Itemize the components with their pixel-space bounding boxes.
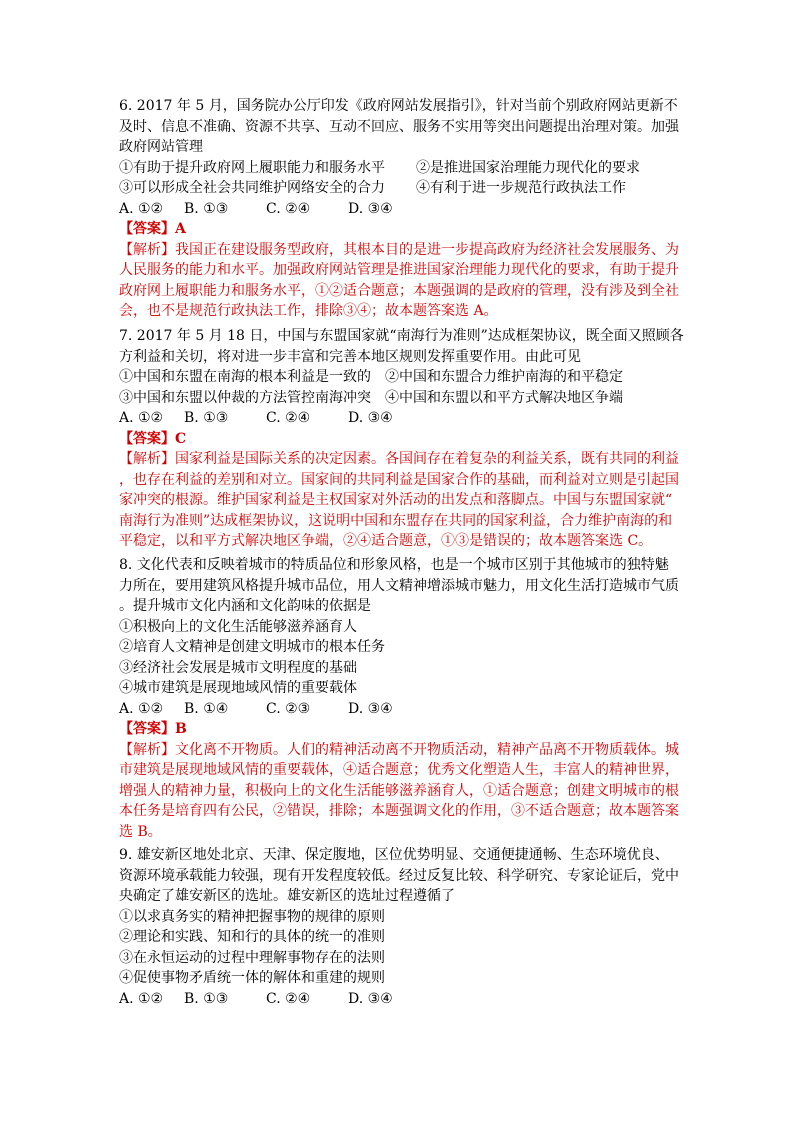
option-b: B. ①③: [184, 410, 229, 426]
question-stem-line: 央确定了雄安新区的选址。雄安新区的选址过程遵循了: [119, 888, 455, 904]
option-d: D. ③④: [348, 700, 393, 717]
option-b: B. ①③: [184, 990, 229, 1007]
question-6: [119, 96, 679, 322]
statement: ②是推进国家治理能力现代化的要求: [416, 159, 640, 176]
option-a: A. ①②: [119, 200, 164, 217]
statement: ②培育人文精神是创建文明城市的根本任务: [119, 639, 385, 655]
question-stem-line: 7. 2017 年 5 月 18 日，中国与东盟国家就“南海行为准则”达成框架协议，既全面又照顾各: [119, 328, 684, 344]
options-row: [119, 989, 679, 1010]
options-row: [119, 699, 679, 720]
question-stem-line: 资源环境承载能力较强，现有开发程度较低。经过反复比较、科学研究、专家论证后，党中: [119, 867, 679, 884]
answer-label: 【答案】C: [119, 430, 187, 447]
statement: ②中国和东盟合力维护南海的和平稳定: [385, 369, 623, 385]
question-stem-line: 9. 雄安新区地处北京、天津、保定腹地，区位优势明显、交通便捷通畅、生态环境优良、: [119, 847, 669, 863]
analysis-line: 人民服务的能力和水平。加强政府网站管理是推进国家治理能力现代化的要求，有助于提升: [119, 262, 679, 278]
analysis-line: ，也存在利益的差别和对立。国家间的共同利益是国家合作的基础，而利益对立则是引起国: [119, 471, 679, 488]
statement: ①有助于提升政府网上履职能力和服务水平: [119, 159, 385, 176]
option-a: A. ①②: [119, 700, 164, 717]
option-b: B. ①③: [184, 200, 229, 217]
analysis-line: 平稳定，以和平方式解决地区争端，②④适合题意，①③是错误的；故本题答案选 C。: [119, 533, 653, 549]
answer-label: 【答案】B: [119, 721, 187, 737]
option-d: D. ③④: [348, 200, 393, 217]
question-stem-line: 力所在，要用建筑风格提升城市品位，用人文精神增添城市魅力，用文化生活打造城市气质: [119, 577, 679, 594]
statement: ③经济社会发展是城市文明程度的基础: [119, 659, 357, 676]
options-row: [119, 199, 679, 220]
statement-row: [119, 178, 679, 199]
options-row: [119, 408, 679, 429]
question-stem-line: 及时、信息不准确、资源不共享、互动不回应、服务不实用等突出问题提出治理对策。加强: [119, 118, 679, 135]
analysis-line: 【解析】文化离不开物质。人们的精神活动离不开物质活动，精神产品离不开物质载体。城: [119, 741, 679, 758]
question-9: [119, 845, 679, 1009]
statement-row: [119, 388, 679, 409]
statement: ③可以形成全社会共同维护网络安全的合力: [119, 180, 385, 196]
statement: ④城市建筑是展现地域风情的重要载体: [119, 680, 357, 696]
statement-row: [119, 158, 679, 179]
question-stem-line: 方利益和关切，将对进一步丰富和完善本地区规则发挥重要作用。由此可见: [119, 348, 581, 365]
analysis-line: 家冲突的根源。维护国家利益是主权国家对外活动的出发点和落脚点。中国与东盟国家就“: [119, 492, 673, 508]
analysis-line: 【解析】国家利益是国际关系的决定因素。各国间存在着复杂的利益关系，既有共同的利益: [119, 451, 679, 467]
analysis-line: 增强人的精神力量，积极向上的文化生活能够滋养涵育人，①适合题意；创建文明城市的根: [119, 782, 679, 799]
option-c: C. ②③: [266, 700, 311, 717]
option-d: D. ③④: [348, 410, 393, 426]
analysis-line: 政府网上履职能力和服务水平，①②适合题意；本题强调的是政府的管理，没有涉及到全社: [119, 282, 679, 299]
statement-row: [119, 367, 679, 388]
analysis-line: 会，也不是规范行政执法工作，排除③④；故本题答案选 A。: [119, 303, 498, 319]
analysis-line: 本任务是培育四有公民，②错误，排除；本题强调文化的作用，③不适合题意；故本题答案: [119, 803, 679, 819]
statement: ②理论和实践、知和行的具体的统一的准则: [119, 929, 385, 945]
answer-label: 【答案】A: [119, 221, 186, 237]
option-d: D. ③④: [348, 990, 393, 1007]
statement: ③在永恒运动的过程中理解事物存在的法则: [119, 949, 385, 966]
statement: ③中国和东盟以仲裁的方法管控南海冲突: [119, 389, 371, 406]
analysis-line: 南海行为准则”达成框架协议，这说明中国和东盟存在共同的国家利益，合力维护南海的和: [119, 512, 673, 529]
statement: ④促使事物矛盾统一体的解体和重建的规则: [119, 970, 385, 986]
question-8: [119, 555, 679, 842]
option-c: C. ②④: [266, 200, 311, 217]
option-a: A. ①②: [119, 990, 164, 1007]
option-c: C. ②④: [266, 990, 311, 1007]
statement: ①以求真务实的精神把握事物的规律的原则: [119, 908, 385, 925]
statement: ①积极向上的文化生活能够滋养涵育人: [119, 618, 357, 635]
question-stem-line: 8. 文化代表和反映着城市的特质品位和形象风格，也是一个城市区别于其他城市的独特魅: [119, 557, 669, 573]
statement: ④中国和东盟以和平方式解决地区争端: [385, 389, 623, 406]
question-stem-line: 6. 2017 年 5 月，国务院办公厅印发《政府网站发展指引》，针对当前个别政府网站更新不: [119, 98, 678, 114]
analysis-line: 选 B。: [119, 823, 162, 840]
option-b: B. ①④: [184, 700, 229, 717]
option-a: A. ①②: [119, 410, 164, 426]
option-c: C. ②④: [266, 410, 311, 426]
statement: ④有利于进一步规范行政执法工作: [416, 180, 626, 196]
statement: ①中国和东盟在南海的根本利益是一致的: [119, 369, 371, 385]
question-7: [119, 326, 684, 552]
analysis-line: 【解析】我国正在建设服务型政府，其根本目的是进一步提高政府为经济社会发展服务、为: [119, 241, 679, 258]
analysis-line: 市建筑是展现地域风情的重要载体，④适合题意；优秀文化塑造人生，丰富人的精神世界，: [119, 762, 679, 778]
question-stem-line: 政府网站管理: [119, 139, 203, 155]
question-stem-line: 。提升城市文化内涵和文化韵味的依据是: [119, 598, 371, 614]
